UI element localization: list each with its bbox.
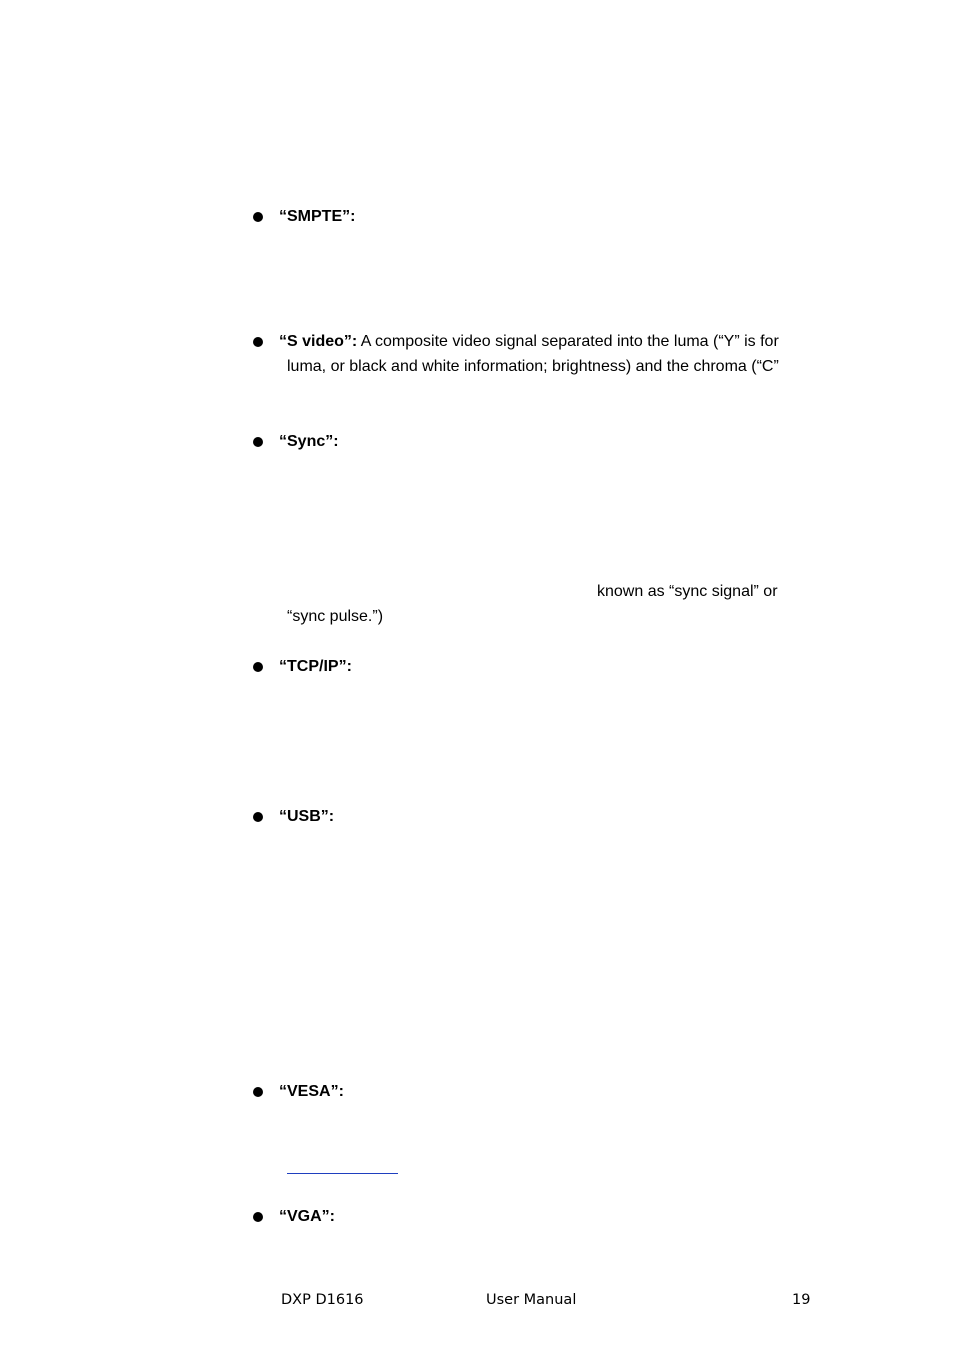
definition-s-video-line-2: luma, or black and white information; brightness) and the chroma (“C” [287,358,779,375]
definition-s-video-line-1: A composite video signal separated into the luma (“Y” is for [357,333,779,350]
bullet-icon [253,437,263,447]
glossary-entry-sync [253,429,813,454]
bullet-icon [253,812,263,822]
definition-sync-fragment-2: “sync pulse.”) [287,608,384,625]
hyperlink-underline[interactable] [287,1173,398,1174]
term-smpte: “SMPTE”: [279,208,356,225]
bullet-icon [253,337,263,347]
footer-product-name: DXP D1616 [281,1292,364,1308]
term-sync: “Sync”: [279,433,339,450]
term-tcp-ip: “TCP/IP”: [279,658,352,675]
bullet-icon [253,1212,263,1222]
glossary-entry-vga [253,1204,813,1229]
term-s-video: “S video”: [279,333,358,350]
bullet-icon [253,662,263,672]
term-vesa: “VESA”: [279,1083,344,1100]
footer-document-title: User Manual [486,1292,577,1308]
footer-page-number: 19 [792,1292,811,1308]
definition-sync-fragment-1: known as “sync signal” or [597,583,778,600]
bullet-icon [253,212,263,222]
glossary-entry-tcp-ip [253,654,813,679]
term-usb: “USB”: [279,808,335,825]
glossary-entry-vesa [253,1079,813,1104]
glossary-entry-smpte [253,204,813,229]
glossary-entry-usb [253,804,813,829]
glossary-entry-s-video [253,329,813,375]
term-vga: “VGA”: [279,1208,335,1225]
bullet-icon [253,1087,263,1097]
